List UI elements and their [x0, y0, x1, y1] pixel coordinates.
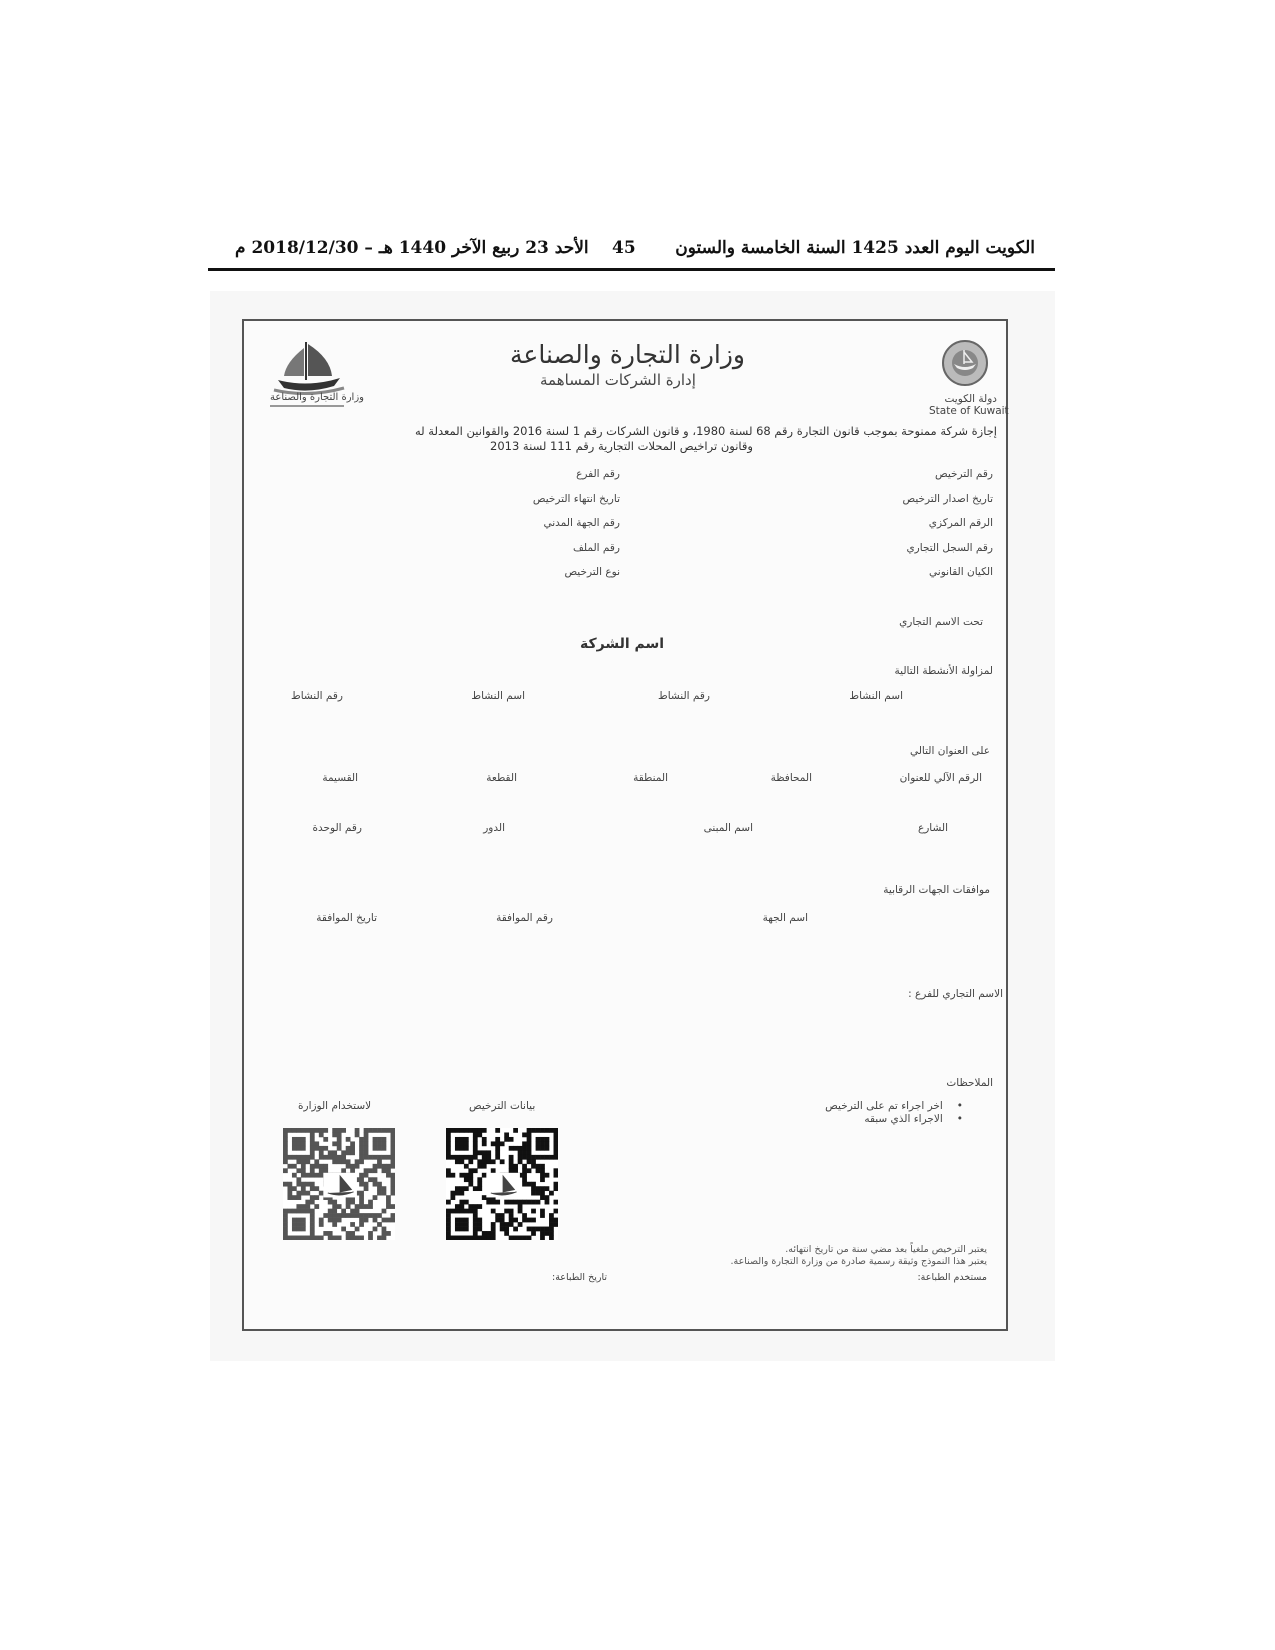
field-license-type: نوع الترخيص: [564, 566, 620, 578]
qr-code-license-icon: [446, 1128, 558, 1240]
approvals-label: موافقات الجهات الرقابية: [883, 884, 990, 896]
address-label: على العنوان التالي: [909, 745, 990, 757]
approval-number-header: رقم الموافقة: [496, 912, 553, 924]
footer-note-2: يعتبر هذا النموذج وثيقة رسمية صادرة من وزارة التجارة والصناعة.: [730, 1256, 987, 1267]
field-expiry-date: تاريخ انتهاء الترخيص: [532, 493, 620, 505]
field-branch-number: رقم الفرع: [576, 468, 620, 480]
legal-basis-line2: وقانون تراخيص المحلات التجارية رقم 111 لسنة 2013: [490, 439, 753, 453]
approval-authority-header: اسم الجهة: [762, 912, 808, 924]
qr-ministry-label: لاستخدام الوزارة: [298, 1100, 372, 1112]
field-file-number: رقم الملف: [573, 542, 620, 554]
ministry-title: وزارة التجارة والصناعة: [510, 340, 745, 369]
state-name-en: State of Kuwait: [929, 405, 1009, 417]
activities-label: لمزاولة الأنشطة التالية: [894, 665, 993, 677]
note-previous-action: • الاجراء الذي سبقه: [864, 1113, 963, 1125]
address-building: اسم المبنى: [703, 822, 753, 834]
department-name: إدارة الشركات المساهمة: [540, 371, 696, 389]
field-legal-entity: الكيان القانوني: [929, 566, 993, 578]
qr-license-label: بيانات الترخيص: [469, 1100, 536, 1112]
dhow-logo-icon: [268, 336, 348, 396]
address-floor: الدور: [483, 822, 505, 834]
note-last-action: • اخر اجراء تم على الترخيص: [825, 1100, 963, 1112]
state-name-ar: دولة الكويت: [944, 393, 997, 405]
header-rule: [208, 268, 1055, 271]
field-central-number: الرقم المركزي: [928, 517, 993, 529]
address-unit: رقم الوحدة: [312, 822, 362, 834]
address-governorate: المحافظة: [770, 772, 812, 784]
gazette-date: الأحد 23 ربيع الآخر 1440 هـ – 2018/12/30 م: [235, 238, 589, 258]
trade-name-label: تحت الاسم التجاري: [899, 616, 983, 628]
company-name: اسم الشركة: [580, 636, 665, 652]
address-block: القطعة: [486, 772, 517, 784]
logo-caption-en-line: [270, 405, 344, 407]
approval-date-header: تاريخ الموافقة: [316, 912, 377, 924]
print-user-label: مستخدم الطباعة:: [917, 1272, 987, 1283]
qr-code-ministry-icon: [283, 1128, 395, 1240]
gazette-page-number: 45: [612, 238, 636, 258]
field-civil-number: رقم الجهة المدني: [543, 517, 620, 529]
address-plot: القسيمة: [322, 772, 358, 784]
notes-label: الملاحظات: [946, 1077, 993, 1089]
field-commercial-register: رقم السجل التجاري: [906, 542, 993, 554]
footer-note-1: يعتبر الترخيص ملغياً بعد مضي سنة من تاريخ انتهائه.: [785, 1244, 987, 1255]
branch-trade-name-label: الاسم التجاري للفرع :: [908, 988, 1003, 1000]
kuwait-emblem-icon: [940, 338, 990, 388]
legal-basis-line1: إجازة شركة ممنوحة بموجب قانون التجارة رقم 68 لسنة 1980، و قانون الشركات رقم 1 لسنة 2016 والقوانين المعدلة له: [414, 424, 997, 438]
print-date-label: تاريخ الطباعة:: [552, 1272, 607, 1283]
address-area: المنطقة: [633, 772, 668, 784]
field-issue-date: تاريخ اصدار الترخيص: [902, 493, 993, 505]
address-automated-number: الرقم الآلي للعنوان: [899, 772, 982, 784]
activity-name-header-1: اسم النشاط: [849, 690, 903, 702]
activity-number-header-1: رقم النشاط: [658, 690, 710, 702]
activity-number-header-2: رقم النشاط: [291, 690, 343, 702]
activity-name-header-2: اسم النشاط: [471, 690, 525, 702]
field-license-number: رقم الترخيص: [934, 468, 993, 480]
gazette-issue-info: الكويت اليوم العدد 1425 السنة الخامسة والستون: [675, 238, 1035, 258]
address-street: الشارع: [917, 822, 948, 834]
logo-caption: وزارة التجارة والصناعة: [270, 392, 364, 403]
